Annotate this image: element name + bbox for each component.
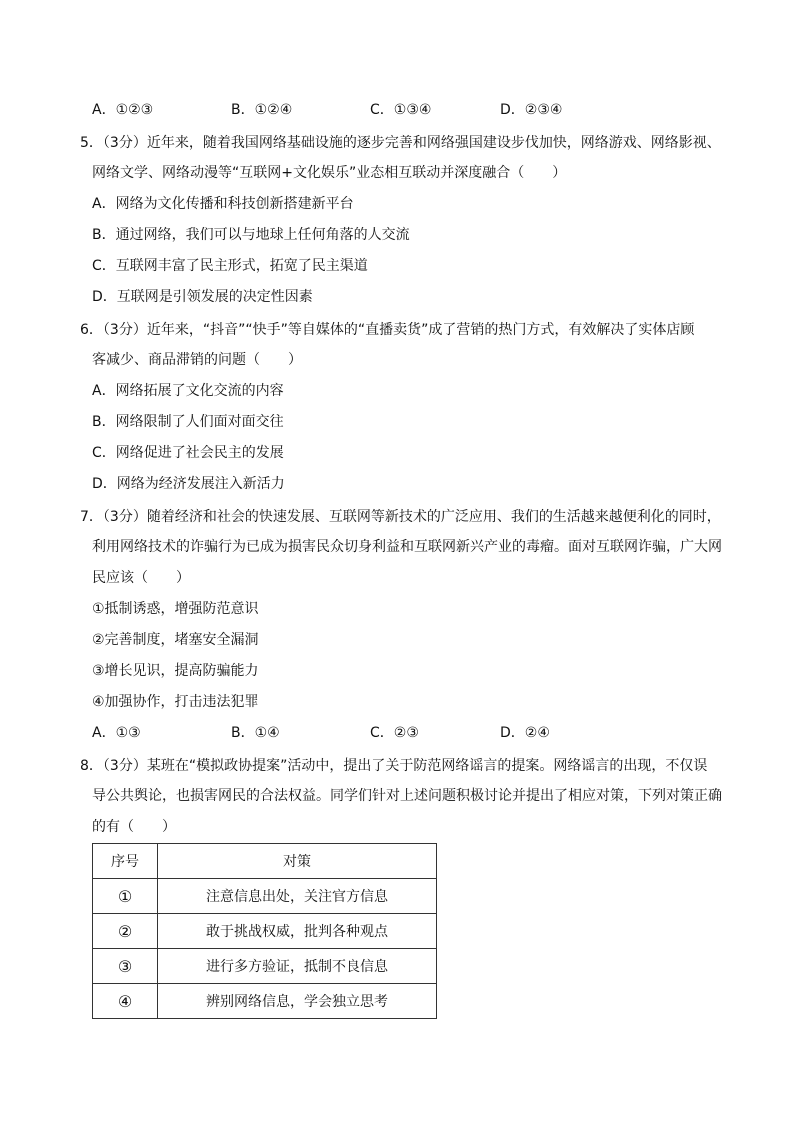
q6-option-b: B．网络限制了人们面对面交往 xyxy=(92,414,284,430)
q4-option-a: A．①②③ xyxy=(92,102,154,118)
q7-stem-line3: 民应该（ ） xyxy=(92,570,190,586)
table-cell-number: ④ xyxy=(93,984,158,1019)
q5-stem-line1: 5．（3分）近年来，随着我国网络基础设施的逐步完善和网络强国建设步伐加快，网络游戏、网络影视、 xyxy=(80,135,721,151)
q7-item-4: ④加强协作，打击违法犯罪 xyxy=(92,694,259,710)
q7-item-2: ②完善制度，堵塞安全漏洞 xyxy=(92,632,259,648)
q8-stem-line2: 导公共舆论，也损害网民的合法权益。同学们针对上述问题积极讨论并提出了相应对策，下列对策正确 xyxy=(92,788,722,804)
q7-options xyxy=(92,723,712,743)
q6-stem-line1: 6．（3分）近年来，“抖音”“快手”等自媒体的“直播卖货”成了营销的热门方式，有效解决了实体店顾 xyxy=(80,322,695,338)
q5-option-b: B．通过网络，我们可以与地球上任何角落的人交流 xyxy=(92,227,410,243)
q8-stem-line3: 的有（ ） xyxy=(92,819,176,835)
q4-option-c: C．①③④ xyxy=(370,102,432,118)
table-row xyxy=(93,949,437,984)
q6-stem-line2: 客减少、商品滞销的问题（ ） xyxy=(92,352,302,368)
q5-option-c: C．互联网丰富了民主形式，拓宽了民主渠道 xyxy=(92,258,368,274)
table-cell-number: ③ xyxy=(93,949,158,984)
q4-options xyxy=(92,100,712,120)
table-row xyxy=(93,984,437,1019)
q8-stem-line1: 8．（3分）某班在“模拟政协提案”活动中，提出了关于防范网络谣言的提案。网络谣言的出现，不仅误 xyxy=(80,758,708,774)
q4-option-b: B．①②④ xyxy=(231,102,293,118)
table-header-number: 序号 xyxy=(93,844,158,879)
q7-option-d: D．②④ xyxy=(500,725,550,741)
table-cell-measure: 进行多方验证，抵制不良信息 xyxy=(158,949,437,984)
q7-item-1: ①抵制诱惑，增强防范意识 xyxy=(92,601,259,617)
q7-option-b: B．①④ xyxy=(231,725,280,741)
q7-item-3: ③增长见识，提高防骗能力 xyxy=(92,663,259,679)
table-header-measure: 对策 xyxy=(158,844,437,879)
q6-option-c: C．网络促进了社会民主的发展 xyxy=(92,445,284,461)
table-row xyxy=(93,879,437,914)
table-cell-measure: 注意信息出处，关注官方信息 xyxy=(158,879,437,914)
table-header-row xyxy=(93,844,437,879)
q6-option-d: D．网络为经济发展注入新活力 xyxy=(92,476,285,492)
q7-stem-line1: 7．（3分）随着经济和社会的快速发展、互联网等新技术的广泛应用、我们的生活越来越便利化的同时， xyxy=(80,509,721,525)
q5-option-d: D．互联网是引领发展的决定性因素 xyxy=(92,289,313,305)
countermeasure-table xyxy=(92,843,437,1019)
q7-option-a: A．①③ xyxy=(92,725,141,741)
q5-option-a: A．网络为文化传播和科技创新搭建新平台 xyxy=(92,196,354,212)
q5-stem-line2: 网络文学、网络动漫等“互联网+文化娱乐”业态相互联动并深度融合（ ） xyxy=(92,165,567,181)
table-cell-measure: 敢于挑战权威，批判各种观点 xyxy=(158,914,437,949)
table-cell-number: ① xyxy=(93,879,158,914)
table-cell-measure: 辨别网络信息，学会独立思考 xyxy=(158,984,437,1019)
table-cell-number: ② xyxy=(93,914,158,949)
q7-stem-line2: 利用网络技术的诈骗行为已成为损害民众切身利益和互联网新兴产业的毒瘤。面对互联网诈骗，广大网 xyxy=(92,539,722,555)
table-row xyxy=(93,914,437,949)
q6-option-a: A．网络拓展了文化交流的内容 xyxy=(92,383,284,399)
q4-option-d: D．②③④ xyxy=(500,102,563,118)
q7-option-c: C．②③ xyxy=(370,725,419,741)
